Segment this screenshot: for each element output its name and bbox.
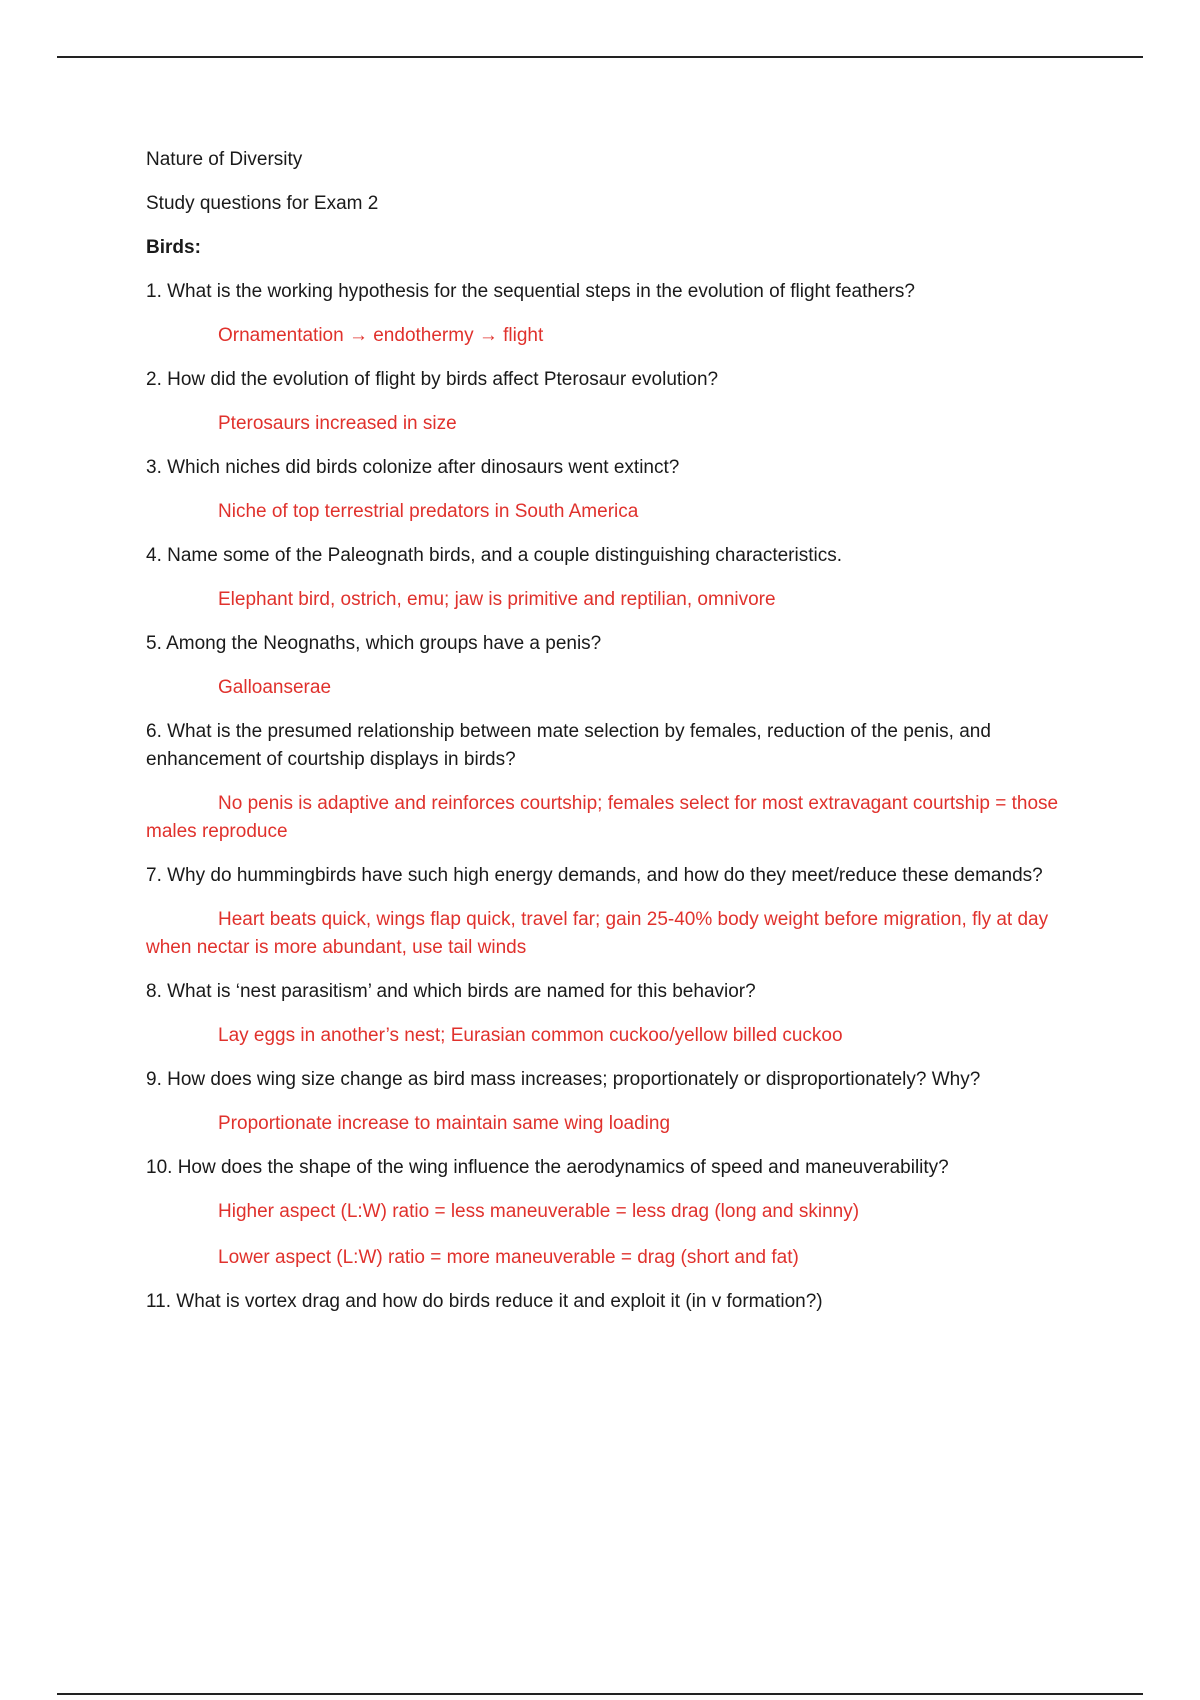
question-3: 3. Which niches did birds colonize after dinosaurs went extinct? <box>146 457 680 478</box>
answer-4: Elephant bird, ostrich, emu; jaw is primitive and reptilian, omnivore <box>218 589 776 610</box>
course-title: Nature of Diversity <box>146 149 303 170</box>
answer-2: Pterosaurs increased in size <box>218 413 457 434</box>
document-subtitle: Study questions for Exam 2 <box>146 193 379 214</box>
top-rule <box>57 56 1143 58</box>
answer-1: Ornamentation → endothermy → flight <box>218 325 544 346</box>
question-1: 1. What is the working hypothesis for the sequential steps in the evolution of flight feathers? <box>146 281 915 302</box>
answer-6: No penis is adaptive and reinforces courtship; females select for most extravagant courtship = those males reproduce <box>146 793 1059 842</box>
answer-8: Lay eggs in another’s nest; Eurasian common cuckoo/yellow billed cuckoo <box>218 1025 843 1046</box>
question-7: 7. Why do hummingbirds have such high energy demands, and how do they meet/reduce these demands? <box>146 865 1043 886</box>
question-8: 8. What is ‘nest parasitism’ and which birds are named for this behavior? <box>146 981 756 1002</box>
question-9: 9. How does wing size change as bird mass increases; proportionately or disproportionately? Why? <box>146 1069 981 1090</box>
question-4: 4. Name some of the Paleognath birds, and a couple distinguishing characteristics. <box>146 545 843 566</box>
answer-5: Galloanserae <box>218 677 332 698</box>
bottom-rule <box>57 1693 1143 1695</box>
answer-3: Niche of top terrestrial predators in South America <box>218 501 639 522</box>
answer-7: Heart beats quick, wings flap quick, travel far; gain 25-40% body weight before migration, fly at day when nectar is more abundant, use tail winds <box>146 909 1049 958</box>
answer-10a: Higher aspect (L:W) ratio = less maneuverable = less drag (long and skinny) <box>218 1201 860 1222</box>
question-5: 5. Among the Neognaths, which groups have a penis? <box>146 633 602 654</box>
question-6: 6. What is the presumed relationship between mate selection by females, reduction of the penis, and enhancement of courtship displays in birds? <box>146 721 991 770</box>
question-10: 10. How does the shape of the wing influence the aerodynamics of speed and maneuverability? <box>146 1157 949 1178</box>
answer-9: Proportionate increase to maintain same wing loading <box>218 1113 671 1134</box>
question-2: 2. How did the evolution of flight by birds affect Pterosaur evolution? <box>146 369 719 390</box>
document-body <box>146 146 1086 1332</box>
question-11: 11. What is vortex drag and how do birds reduce it and exploit it (in v formation?) <box>146 1291 823 1312</box>
answer-10b: Lower aspect (L:W) ratio = more maneuverable = drag (short and fat) <box>218 1247 799 1268</box>
section-heading: Birds: <box>146 237 201 258</box>
